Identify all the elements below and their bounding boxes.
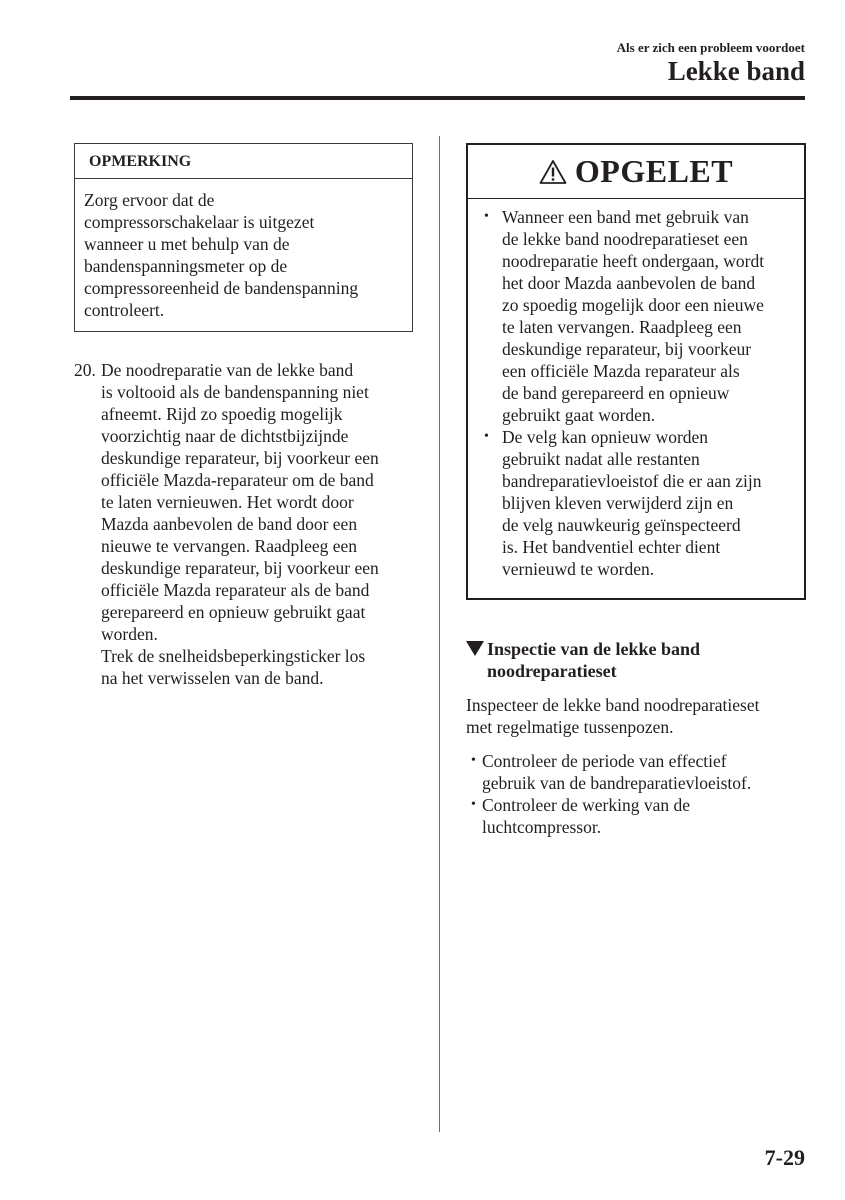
bullet-icon: • (471, 753, 476, 768)
note-line: Zorg ervoor dat de (84, 190, 215, 210)
step-line: te laten vernieuwen. Het wordt door (101, 492, 354, 512)
step-line: deskundige reparateur, bij voorkeur een (101, 448, 379, 468)
caution-line: bandreparatievloeistof die er aan zijn (502, 471, 762, 491)
caution-line: vernieuwd te worden. (502, 559, 655, 579)
section-intro (466, 694, 759, 738)
caution-line: het door Mazda aanbevolen de band (502, 273, 756, 293)
caution-line: noodreparatie heeft ondergaan, wordt (502, 251, 765, 271)
caution-line: gebruikt gaat worden. (502, 405, 656, 425)
caution-line: de velg nauwkeurig geïnspecteerd (502, 515, 741, 535)
inspection-line: Controleer de periode van effectief (482, 751, 727, 771)
triangle-down-icon (466, 641, 484, 656)
caution-line: een officiële Mazda reparateur als (502, 361, 740, 381)
caution-line: de band gerepareerd en opnieuw (502, 383, 730, 403)
caution-line: te laten vervangen. Raadpleeg een (502, 317, 742, 337)
caution-line: gebruikt nadat alle restanten (502, 449, 700, 469)
caution-line: de lekke band noodreparatieset een (502, 229, 748, 249)
note-line: bandenspanningsmeter op de (84, 256, 288, 276)
step-line: voorzichtig naar de dichtstbijzijnde (101, 426, 349, 446)
step-line: afneemt. Rijd zo spoedig mogelijk (101, 404, 343, 424)
caution-line: Wanneer een band met gebruik van (502, 207, 749, 227)
note-body (75, 179, 412, 331)
step-line: officiële Mazda-reparateur om de band (101, 470, 374, 490)
caution-label: OPGELET (574, 153, 734, 189)
bullet-icon: • (471, 797, 476, 812)
section-heading (466, 638, 700, 682)
section-heading-line: Inspectie van de lekke band (487, 639, 701, 659)
inspection-line: gebruik van de bandreparatievloeistof. (482, 773, 752, 793)
step-line: nieuwe te vervangen. Raadpleeg een (101, 536, 358, 556)
note-line: wanneer u met behulp van de (84, 234, 290, 254)
caution-body (468, 199, 804, 580)
caution-item (476, 206, 798, 426)
chapter-title: Als er zich een probleem voordoet (616, 40, 805, 55)
caution-header (468, 145, 804, 199)
caution-line: deskundige reparateur, bij voorkeur (502, 339, 752, 359)
caution-line: is. Het bandventiel echter dient (502, 537, 721, 557)
step-line: worden. (101, 624, 158, 644)
page-number: 7-29 (764, 1145, 805, 1170)
step-line: Mazda aanbevolen de band door een (101, 514, 358, 534)
step-line: na het verwisselen van de band. (101, 668, 324, 688)
note-label: OPMERKING (75, 144, 412, 179)
header-rule (70, 96, 805, 100)
note-line: compressoreenheid de bandenspanning (84, 278, 359, 298)
step-text (101, 359, 424, 689)
step-line: Trek de snelheidsbeperkingsticker los (101, 646, 366, 666)
step-20 (74, 359, 424, 689)
note-box (74, 143, 413, 332)
step-line: De noodreparatie van de lekke band (101, 360, 354, 380)
column-divider (439, 136, 440, 1132)
step-number: 20. (74, 360, 96, 380)
section-heading-line: noodreparatieset (487, 661, 617, 681)
inspection-item (466, 750, 751, 794)
intro-line: Inspecteer de lekke band noodreparatieset (466, 695, 760, 715)
intro-line: met regelmatige tussenpozen. (466, 717, 674, 737)
note-line: compressorschakelaar is uitgezet (84, 212, 315, 232)
warning-triangle-icon (539, 159, 567, 185)
page-title: Lekke band (667, 56, 805, 86)
bullet-icon: • (484, 429, 489, 444)
step-line: deskundige reparateur, bij voorkeur een (101, 558, 379, 578)
inspection-list (466, 750, 751, 838)
inspection-line: Controleer de werking van de (482, 795, 690, 815)
caution-line: blijven kleven verwijderd zijn en (502, 493, 734, 513)
bullet-icon: • (484, 209, 489, 224)
caution-line: De velg kan opnieuw worden (502, 427, 709, 447)
inspection-item (466, 794, 751, 838)
step-line: gerepareerd en opnieuw gebruikt gaat (101, 602, 366, 622)
step-line: officiële Mazda reparateur als de band (101, 580, 370, 600)
caution-item (476, 426, 798, 580)
caution-box (466, 143, 806, 600)
caution-line: zo spoedig mogelijk door een nieuwe (502, 295, 764, 315)
note-line: controleert. (84, 300, 165, 320)
inspection-line: luchtcompressor. (482, 817, 602, 837)
step-line: is voltooid als de bandenspanning niet (101, 382, 369, 402)
